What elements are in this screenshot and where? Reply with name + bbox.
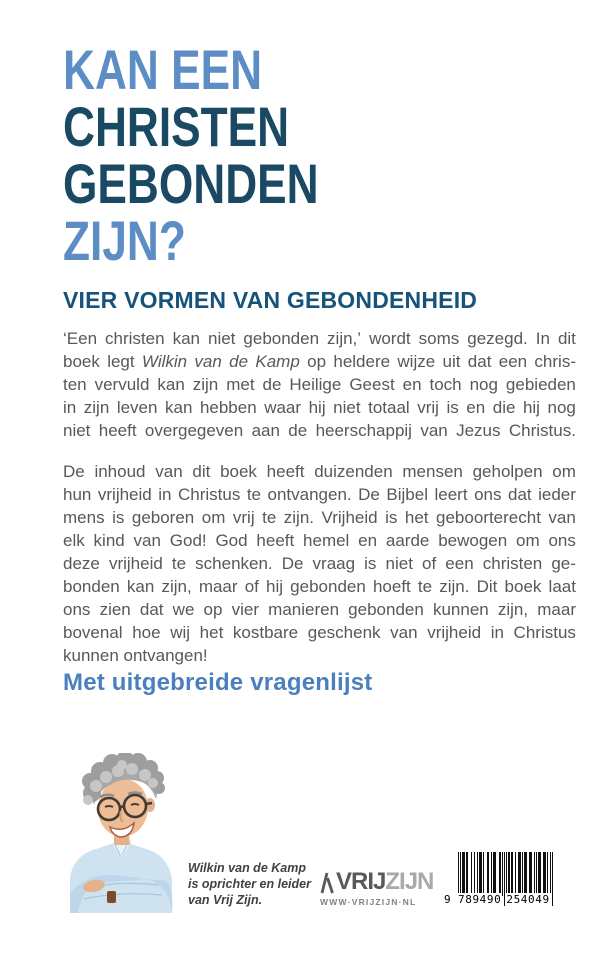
book-title — [63, 38, 387, 272]
author-photo — [62, 753, 180, 913]
blurb-paragraph-1: ‘Een christen kan niet gebonden zijn,’ wordt soms gezegd. In dit boek legt Wilkin van de Kamp op heldere wijze uit dat een chris- ten vervuld kan zijn met de Heilige Geest en toch nog gebieden in zijn leven kan hebben waar hij niet totaal vrij is en die hij nog niet heeft overgegeven aan de heerschappij van Jezus Christus. — [63, 329, 576, 440]
title-line-3: GEBONDEN — [63, 152, 319, 215]
isbn-left-group: 789490 — [458, 893, 502, 906]
book-subtitle: VIER VORMEN VAN GEBONDENHEID — [63, 287, 478, 313]
author-portrait-illustration — [62, 753, 180, 913]
highlight-note: Met uitgebreide vragenlijst — [63, 669, 373, 696]
blurb-paragraph-2: De inhoud van dit boek heeft duizenden mensen geholpen om hun vrijheid in Christus te ontvangen. De Bijbel leert ons dat ieder mens is geboren om vrij te zijn. Vrijheid is het geboorterecht van elk kind van God! God heeft hemel en aarde bewogen om ons deze vrijheid te schenken. De vraag is niet of een christen ge- bonden kan zijn, maar of hij gebonden hoeft te zijn. Dit boek laat ons zien dat we op vier manieren gebonden kunnen zijn, maar bovenal hoe wij het kostbare geschenk van vrijheid in Christus kunnen ontvangen! — [63, 462, 576, 665]
vrijzijn-logo-mark-icon — [320, 871, 334, 894]
title-line-1: KAN EEN — [63, 38, 263, 101]
logo-website: WWW·VRIJZIJN·NL — [320, 897, 417, 907]
isbn-number — [444, 893, 551, 906]
isbn-prefix-digit: 9 — [444, 893, 451, 906]
author-caption: Wilkin van de Kamp is oprichter en leider van Vrij Zijn. — [188, 861, 311, 907]
title-line-2: CHRISTEN — [63, 95, 290, 158]
logo-word-vrij: VRIJ — [336, 868, 386, 895]
isbn-barcode — [444, 852, 564, 910]
publisher-logo — [320, 869, 433, 907]
logo-wordmark — [320, 869, 433, 894]
title-line-4: ZIJN? — [63, 209, 186, 272]
logo-word-zijn: ZIJN — [385, 868, 434, 895]
isbn-right-group: 254049 — [506, 893, 550, 906]
